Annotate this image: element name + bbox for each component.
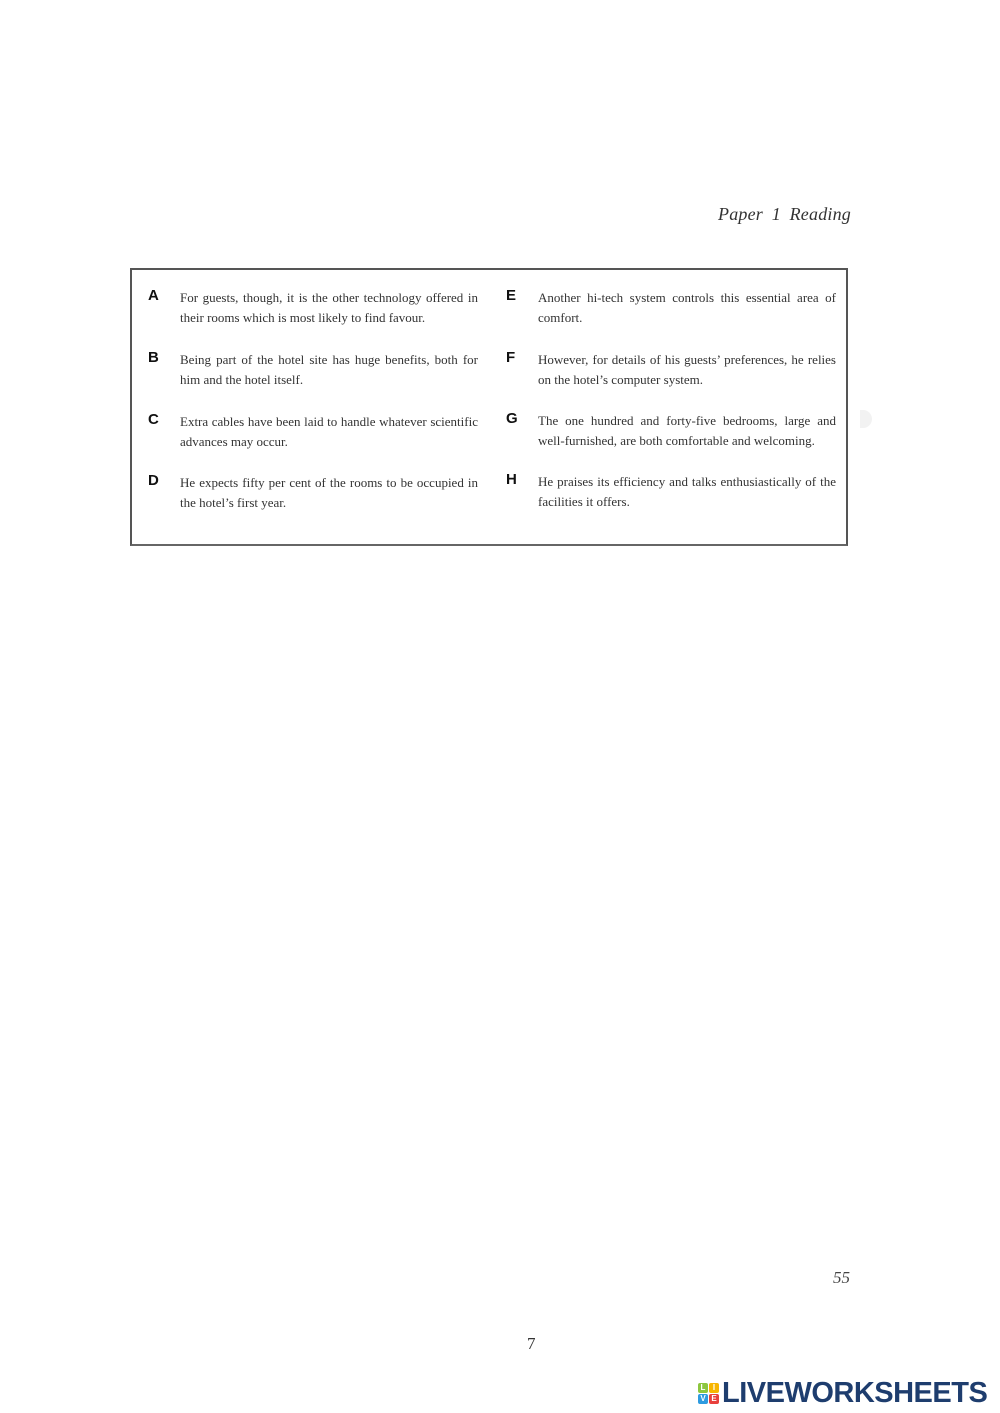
book-page-number: 55 [833, 1268, 850, 1287]
brand-name: LIVEWORKSHEETS [722, 1376, 988, 1409]
option-letter: E [506, 287, 517, 304]
option-f [506, 350, 836, 390]
option-a [148, 288, 478, 328]
option-text: He praises its efficiency and talks enthusiastically of the facilities it offers. [538, 474, 836, 509]
options-box [130, 268, 848, 546]
option-b [148, 350, 478, 390]
liveworksheets-logo-icon [698, 1383, 719, 1404]
logo-tile-e: E [709, 1394, 719, 1404]
option-letter: A [148, 287, 159, 304]
scan-artifact [860, 410, 872, 428]
option-text: However, for details of his guests’ preferences, he relies on the hotel’s computer system. [538, 352, 836, 387]
option-letter: G [506, 410, 518, 427]
option-text: Extra cables have been laid to handle whatever scientific advances may occur. [180, 414, 478, 449]
option-text: The one hundred and forty-five bedrooms, large and well-furnished, are both comfortable and welcoming. [538, 413, 836, 448]
option-text: For guests, though, it is the other technology offered in their rooms which is most likely to find favour. [180, 290, 478, 325]
option-text: Being part of the hotel site has huge benefits, both for him and the hotel itself. [180, 352, 478, 387]
logo-tile-l: L [698, 1383, 708, 1393]
options-column-left [148, 288, 478, 513]
page-header: Paper 1 Reading [718, 204, 851, 224]
option-e [506, 288, 836, 328]
option-g [506, 411, 836, 451]
liveworksheets-brand[interactable] [698, 1378, 987, 1408]
option-letter: H [506, 471, 517, 488]
option-h [506, 472, 836, 512]
logo-tile-i: I [709, 1383, 719, 1393]
option-d [148, 473, 478, 513]
option-text: He expects fifty per cent of the rooms to be occupied in the hotel’s first year. [180, 475, 478, 510]
option-text: Another hi-tech system controls this essential area of comfort. [538, 290, 836, 325]
logo-tile-v: V [698, 1394, 708, 1404]
option-letter: B [148, 349, 159, 366]
option-letter: C [148, 411, 159, 428]
worksheet-page-number: 7 [527, 1334, 536, 1353]
options-column-right [506, 288, 836, 512]
option-letter: D [148, 472, 159, 489]
option-c [148, 412, 478, 452]
option-letter: F [506, 349, 516, 366]
